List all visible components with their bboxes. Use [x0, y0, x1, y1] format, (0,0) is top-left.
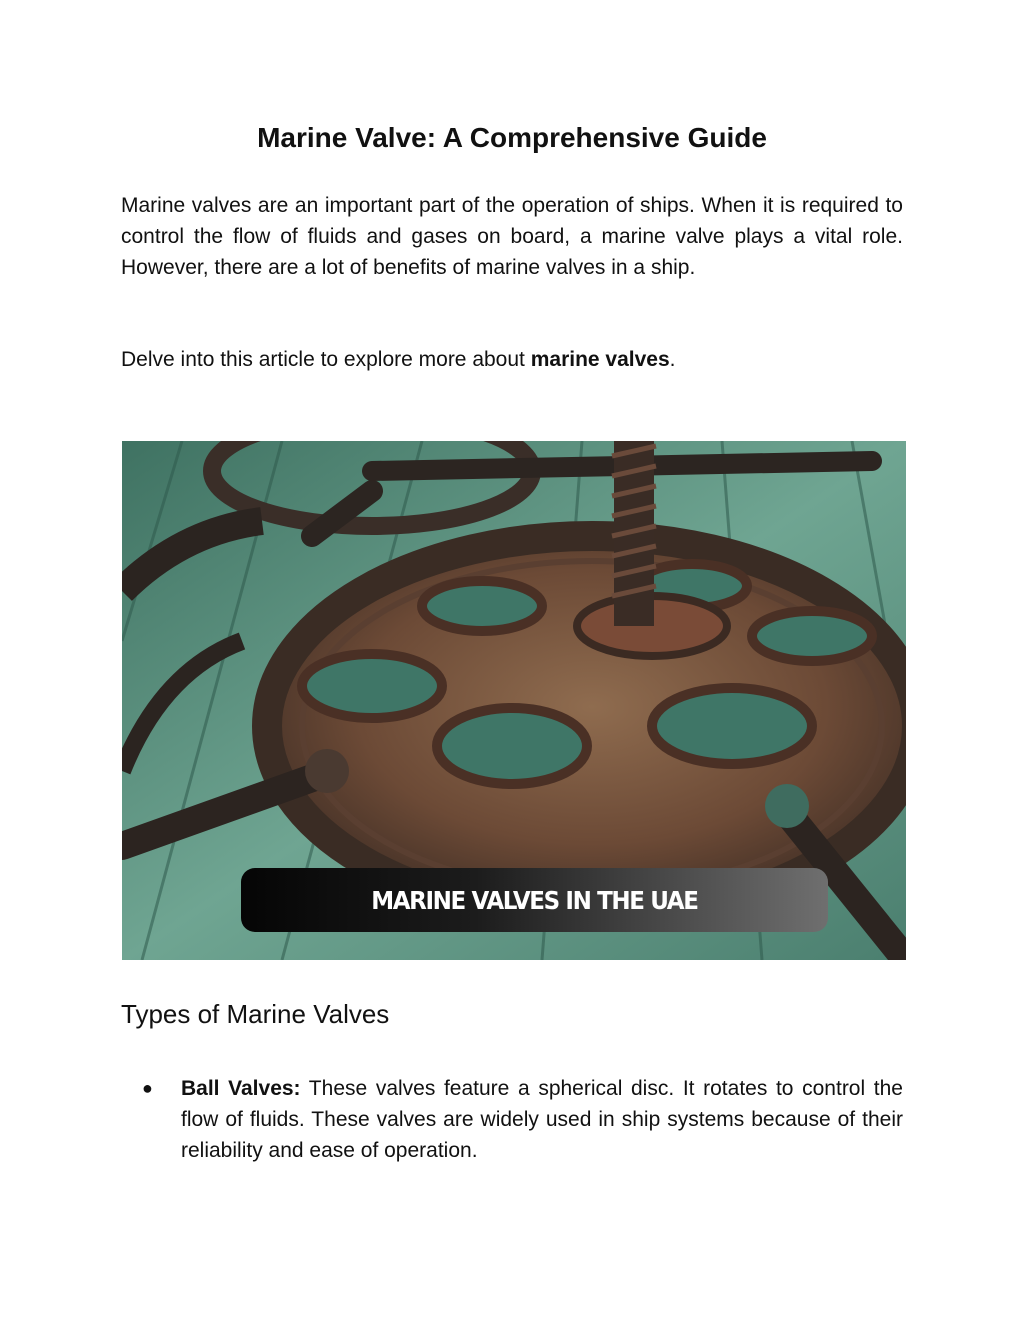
photo-caption-text: MARINE VALVES IN THE UAE	[371, 885, 698, 915]
valve-types-list	[121, 1073, 903, 1166]
delve-bold-term: marine valves	[530, 348, 670, 371]
photo-caption-bar	[241, 868, 828, 932]
bullet-icon: ●	[142, 1078, 153, 1098]
bullet-text: These valves feature a spherical disc. It rotates to control the flow of fluids. These valves are widely used in ship systems because of their reliability and ease of operation.	[181, 1077, 903, 1162]
bullet-term: Ball Valves:	[181, 1077, 301, 1100]
delve-prefix: Delve into this article to explore more about	[121, 348, 531, 371]
page-title: Marine Valve: A Comprehensive Guide	[257, 122, 767, 153]
marine-valve-photo	[122, 441, 906, 960]
section-heading-types: Types of Marine Valves	[121, 999, 390, 1029]
intro-paragraph: Marine valves are an important part of the operation of ships. When it is required to control the flow of fluids and gases on board, a marine valve plays a vital role. However, there are a lot of benefits of marine valves in a ship.	[121, 194, 903, 279]
delve-paragraph	[121, 344, 903, 375]
delve-suffix: .	[669, 348, 676, 371]
list-item	[121, 1073, 903, 1166]
